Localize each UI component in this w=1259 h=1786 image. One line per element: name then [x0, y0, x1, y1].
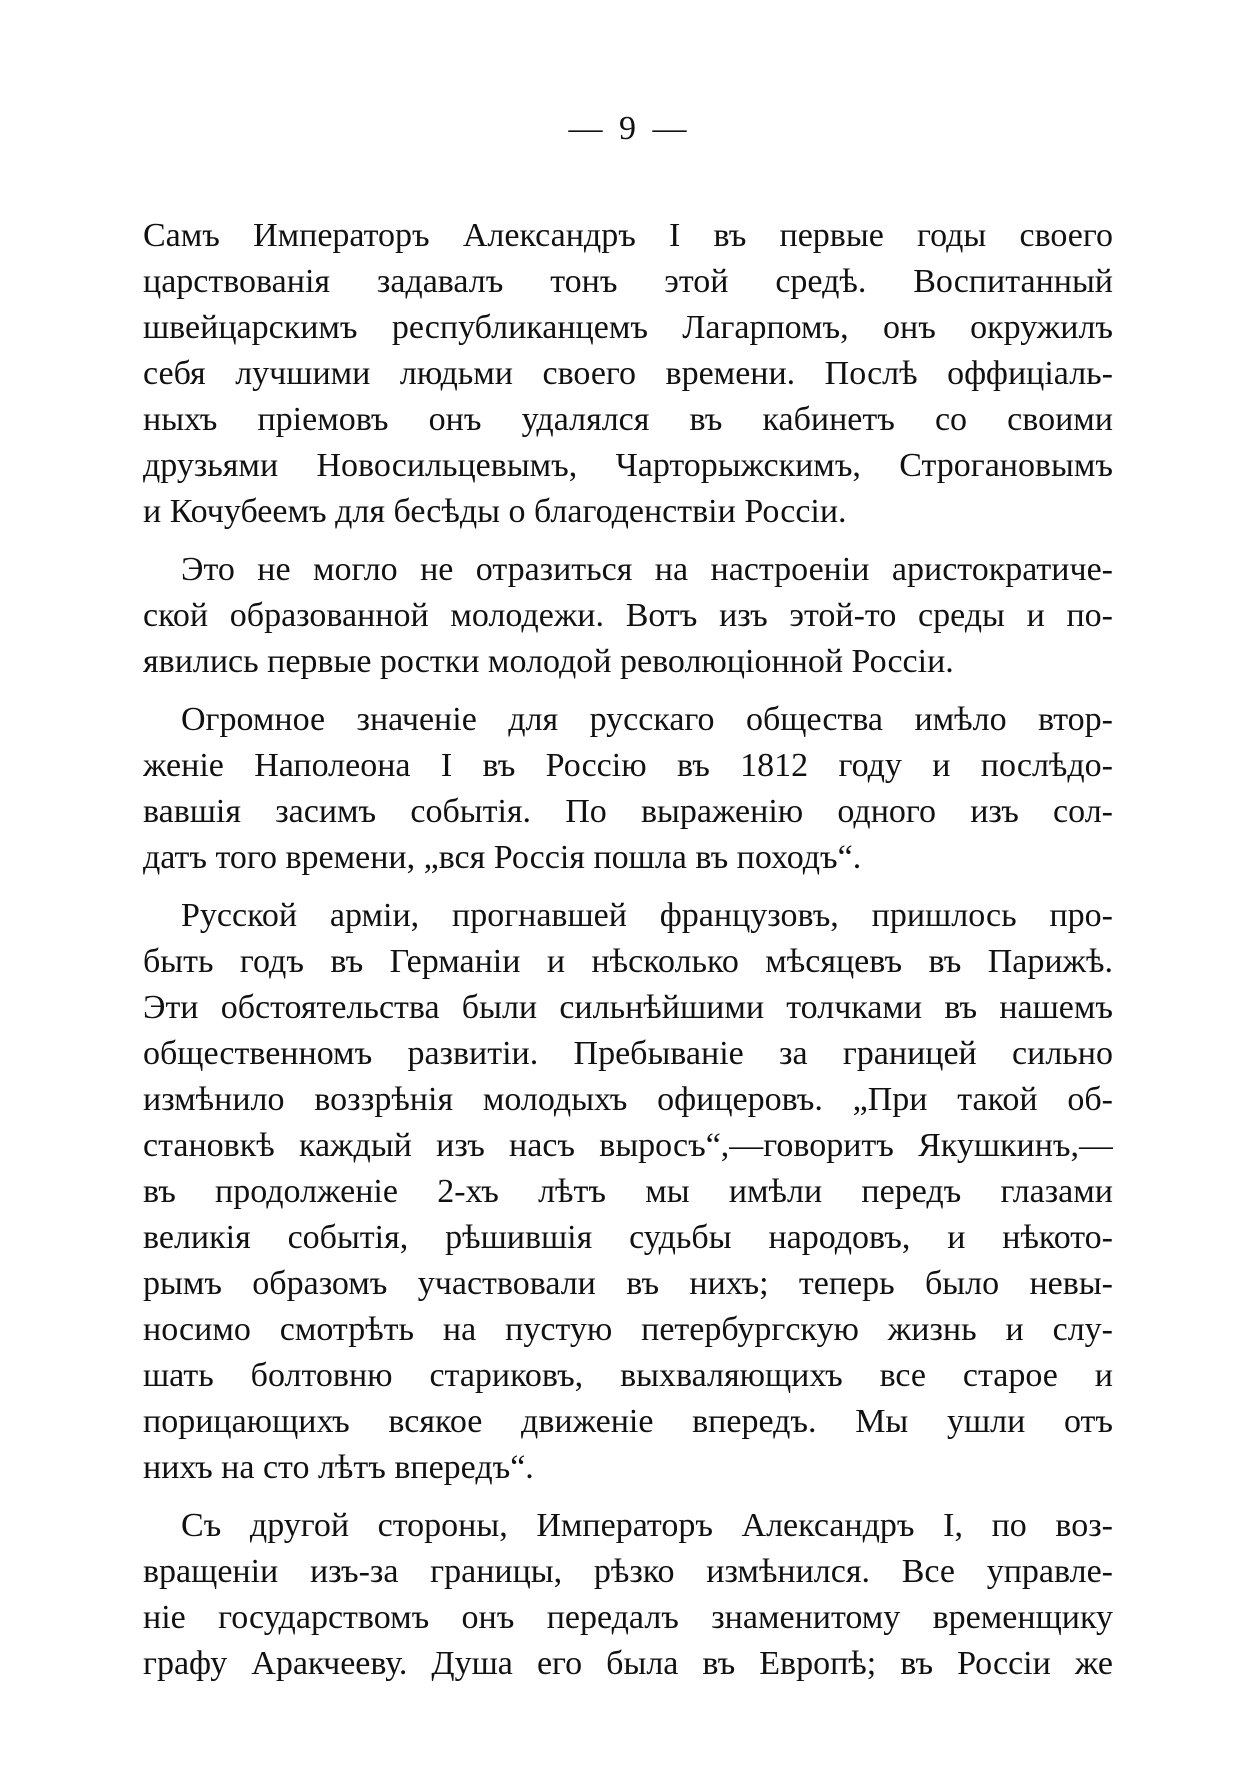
text-line: порицающихъ всякое движеніе впередъ. Мы ушли отъ	[143, 1403, 1113, 1440]
text-line: Съ другой стороны, Императоръ Александръ I, по воз-	[181, 1507, 1113, 1544]
text-line: общественномъ развитіи. Пребываніе за границей сильно	[143, 1035, 1113, 1072]
text-line: Это не могло не отразиться на настроеніи аристократиче-	[181, 551, 1113, 588]
text-line: царствованія задавалъ тонъ этой средѣ. Воспитанный	[143, 263, 1113, 300]
paragraph	[143, 697, 1113, 881]
text-body	[143, 213, 1113, 1699]
text-line: великія событія, рѣшившія судьбы народовъ, и нѣкото-	[143, 1219, 1113, 1256]
text-line: швейцарскимъ республиканцемъ Лагарпомъ, онъ окружилъ	[143, 309, 1113, 346]
text-line: и Кочубеемъ для бесѣды о благоденствіи Россіи.	[143, 493, 847, 530]
text-line: датъ того времени, „вся Россія пошла въ походъ“.	[143, 839, 862, 876]
text-line: шать болтовню стариковъ, выхваляющихъ все старое и	[143, 1357, 1113, 1394]
text-line: рымъ образомъ участвовали въ нихъ; теперь было невы-	[143, 1265, 1113, 1302]
paragraph	[143, 893, 1113, 1491]
text-line: носимо смотрѣть на пустую петербургскую жизнь и слу-	[143, 1311, 1113, 1348]
text-line: вавшія засимъ событія. По выраженію одного изъ сол-	[143, 793, 1113, 830]
text-line: Самъ Императоръ Александръ I въ первые годы своего	[143, 217, 1113, 254]
text-line: ской образованной молодежи. Вотъ изъ этой-то среды и по-	[143, 597, 1113, 634]
text-line: женіе Наполеона I въ Россію въ 1812 году и послѣдо-	[143, 747, 1113, 784]
text-line: друзьями Новосильцевымъ, Чарторыжскимъ, Строгановымъ	[143, 447, 1113, 484]
paragraph	[143, 1503, 1113, 1687]
text-line: явились первые ростки молодой революціонной Россіи.	[143, 643, 954, 680]
text-line: измѣнило воззрѣнія молодыхъ офицеровъ. „При такой об-	[143, 1081, 1113, 1118]
text-line: ніе государствомъ онъ передалъ знаменитому временщику	[143, 1599, 1113, 1636]
paragraph	[143, 213, 1113, 535]
text-line: Эти обстоятельства были сильнѣйшими толчками въ нашемъ	[143, 989, 1113, 1026]
text-line: нихъ на сто лѣтъ впередъ“.	[143, 1449, 534, 1486]
text-line: быть годъ въ Германіи и нѣсколько мѣсяцевъ въ Парижѣ.	[143, 943, 1113, 980]
text-line: ныхъ пріемовъ онъ удалялся въ кабинетъ со своими	[143, 401, 1113, 438]
text-line: въ продолженіе 2-хъ лѣтъ мы имѣли передъ глазами	[143, 1173, 1113, 1210]
text-line: себя лучшими людьми своего времени. Послѣ оффиціаль-	[143, 355, 1113, 392]
text-line: Русской арміи, прогнавшей французовъ, пришлось про-	[181, 897, 1113, 934]
text-line: становкѣ каждый изъ насъ выросъ“,—говоритъ Якушкинъ,—	[143, 1127, 1113, 1164]
paragraph	[143, 547, 1113, 685]
text-line: графу Аракчееву. Душа его была въ Европѣ; въ Россіи же	[143, 1645, 1113, 1682]
text-line: Огромное значеніе для русскаго общества имѣло втор-	[181, 701, 1113, 738]
page-number: — 9 —	[568, 110, 691, 147]
text-line: вращеніи изъ-за границы, рѣзко измѣнился. Все управле-	[143, 1553, 1113, 1590]
